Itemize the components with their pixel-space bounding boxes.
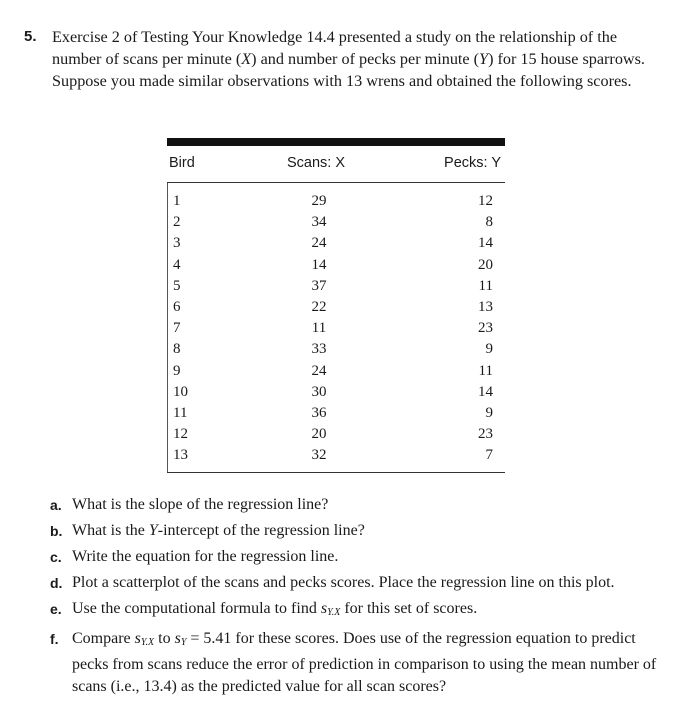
- question-f: f. Compare $s_{Y.X}$ to $s_Y = 5.41$ for these scores. Does use of the regression equation to predict pecks from scans reduce the error of prediction in comparison to using the mean number of scans (i.e., 13.4) as the predicted value for all scan scores?: [50, 630, 657, 695]
- cell-pecks: 23: [478, 320, 493, 337]
- table-row: [167, 424, 505, 445]
- cell-bird: 1: [173, 193, 181, 209]
- cell-scans: 11: [311, 320, 327, 337]
- cell-pecks: 23: [478, 426, 493, 443]
- table-row: [167, 339, 505, 360]
- cell-pecks: 7: [485, 447, 493, 464]
- table-top-rule: [167, 138, 505, 146]
- problem-text: Exercise 2 of Testing Your Knowledge 14.4 presented a study on the relationship of the number of scans per minute (X) and number of pecks per minute (Y) for 15 house sparrows. Suppose you made similar observations with 13 wrens and obtained the following scores.: [52, 28, 645, 90]
- table-row: [167, 382, 505, 403]
- question-d: [50, 572, 670, 594]
- cell-pecks: 12: [478, 193, 493, 209]
- table-header: [167, 146, 505, 183]
- header-bird: Bird: [169, 155, 195, 171]
- cell-scans: 30: [311, 383, 327, 400]
- cell-pecks: 9: [485, 404, 493, 421]
- cell-pecks: 9: [485, 341, 493, 358]
- cell-bird: 13: [173, 447, 188, 464]
- question-label: d.: [50, 575, 63, 591]
- cell-bird: 6: [173, 298, 181, 315]
- question-label: a.: [50, 497, 62, 513]
- cell-bird: 7: [173, 320, 181, 337]
- table-row: [167, 212, 505, 233]
- cell-scans: 29: [311, 193, 327, 209]
- table-row: [167, 297, 505, 318]
- question-list: [50, 494, 670, 702]
- table-row: [167, 361, 505, 382]
- table-row: [167, 445, 505, 466]
- table-row: [167, 233, 505, 254]
- cell-bird: 5: [173, 277, 181, 294]
- cell-pecks: 20: [478, 256, 493, 273]
- cell-pecks: 11: [478, 362, 493, 379]
- cell-scans: 32: [311, 447, 327, 464]
- header-scans: Scans: X: [287, 155, 346, 171]
- cell-pecks: 14: [478, 383, 493, 400]
- cell-scans: 14: [311, 256, 327, 273]
- table-row: [167, 276, 505, 297]
- cell-scans: 22: [311, 298, 327, 315]
- cell-scans: 34: [311, 214, 327, 231]
- problem-number: 5.: [24, 28, 37, 45]
- cell-bird: 11: [173, 404, 188, 421]
- cell-scans: 33: [311, 341, 327, 358]
- cell-pecks: 8: [485, 214, 493, 231]
- cell-pecks: 11: [478, 277, 493, 294]
- question-text: What is the slope of the regression line?: [72, 496, 329, 513]
- cell-pecks: 13: [478, 298, 493, 315]
- cell-scans: 24: [311, 362, 327, 379]
- table-row: [167, 318, 505, 339]
- question-e: e. Use the computational formula to find $s_{Y.X}$ for this set of scores.: [50, 600, 478, 618]
- problem-statement: [24, 26, 664, 92]
- cell-bird: 3: [173, 235, 181, 252]
- question-label: c.: [50, 549, 62, 565]
- cell-bird: 4: [173, 256, 181, 273]
- cell-pecks: 14: [478, 235, 493, 252]
- cell-bird: 12: [173, 426, 188, 443]
- data-table: [167, 138, 505, 473]
- cell-scans: 37: [311, 277, 327, 294]
- cell-scans: 20: [311, 426, 327, 443]
- table-row: [167, 255, 505, 276]
- question-label: f.: [50, 631, 59, 647]
- table-row: [167, 403, 505, 424]
- question-text: Plot a scatterplot of the scans and pecks scores. Place the regression line on this plot.: [72, 574, 615, 591]
- question-b: b. What is the Y-intercept of the regression line?: [50, 520, 670, 542]
- question-text: Write the equation for the regression line.: [72, 548, 339, 565]
- question-label: e.: [50, 601, 62, 617]
- table-body: [167, 183, 505, 473]
- question-c: [50, 546, 670, 568]
- cell-bird: 2: [173, 214, 181, 231]
- question-a: [50, 494, 670, 516]
- header-pecks: Pecks: Y: [444, 155, 501, 171]
- table-row: [167, 191, 505, 212]
- cell-bird: 10: [173, 383, 188, 400]
- cell-bird: 9: [173, 362, 181, 379]
- question-label: b.: [50, 523, 63, 539]
- cell-scans: 24: [311, 235, 327, 252]
- cell-scans: 36: [311, 404, 327, 421]
- cell-bird: 8: [173, 341, 181, 358]
